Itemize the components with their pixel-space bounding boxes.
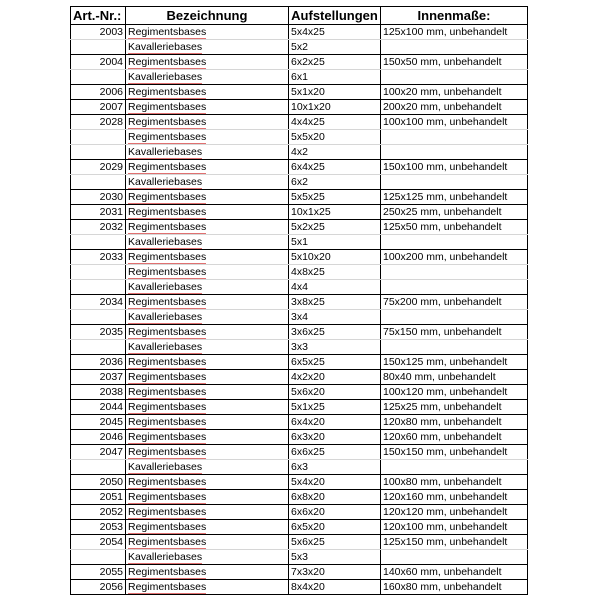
bezeichnung-cell [126, 325, 289, 340]
art-nr-cell [71, 235, 126, 250]
art-nr-cell: 2050 [71, 475, 126, 490]
innenmass-cell: 120x60 mm, unbehandelt [381, 430, 528, 445]
innenmass-cell: 125x125 mm, unbehandelt [381, 190, 528, 205]
bezeichnung-text: Kavalleriebases [128, 71, 203, 83]
art-nr-cell [71, 40, 126, 55]
table-row [71, 415, 528, 430]
art-nr-cell: 2054 [71, 535, 126, 550]
bezeichnung-cell [126, 145, 289, 160]
table-row [71, 100, 528, 115]
aufstellung-cell: 3x6x25 [289, 325, 381, 340]
aufstellung-cell: 3x3 [289, 340, 381, 355]
bezeichnung-text: Regimentsbases [128, 101, 207, 113]
aufstellung-cell: 6x5x25 [289, 355, 381, 370]
bezeichnung-cell [126, 475, 289, 490]
bezeichnung-cell [126, 430, 289, 445]
aufstellung-cell: 6x4x25 [289, 160, 381, 175]
art-nr-cell: 2053 [71, 520, 126, 535]
innenmass-cell: 80x40 mm, unbehandelt [381, 370, 528, 385]
bezeichnung-cell [126, 160, 289, 175]
aufstellung-cell: 4x4x25 [289, 115, 381, 130]
bezeichnung-text: Kavalleriebases [128, 281, 203, 293]
art-nr-cell: 2032 [71, 220, 126, 235]
header-row [71, 7, 528, 25]
bezeichnung-cell [126, 340, 289, 355]
table-row [71, 265, 528, 280]
bezeichnung-text: Regimentsbases [128, 581, 207, 593]
art-nr-cell [71, 340, 126, 355]
art-nr-cell: 2051 [71, 490, 126, 505]
table-row [71, 160, 528, 175]
column-header-bezeichnung: Bezeichnung [126, 7, 289, 25]
art-nr-cell [71, 145, 126, 160]
innenmass-cell: 160x80 mm, unbehandelt [381, 580, 528, 595]
art-nr-cell: 2006 [71, 85, 126, 100]
aufstellung-cell: 5x1 [289, 235, 381, 250]
table-row [71, 565, 528, 580]
table-row [71, 70, 528, 85]
art-nr-cell: 2052 [71, 505, 126, 520]
art-nr-cell: 2030 [71, 190, 126, 205]
art-nr-cell: 2033 [71, 250, 126, 265]
bezeichnung-cell [126, 175, 289, 190]
aufstellung-cell: 5x4x25 [289, 25, 381, 40]
bezeichnung-cell [126, 445, 289, 460]
innenmass-cell [381, 550, 528, 565]
art-nr-cell: 2034 [71, 295, 126, 310]
innenmass-cell [381, 235, 528, 250]
bezeichnung-text: Regimentsbases [128, 536, 207, 548]
table-row [71, 115, 528, 130]
table-row [71, 220, 528, 235]
table-row [71, 385, 528, 400]
table-row [71, 355, 528, 370]
table-row [71, 475, 528, 490]
bezeichnung-text: Regimentsbases [128, 491, 207, 503]
innenmass-cell: 100x200 mm, unbehandelt [381, 250, 528, 265]
innenmass-cell: 150x50 mm, unbehandelt [381, 55, 528, 70]
bezeichnung-text: Kavalleriebases [128, 176, 203, 188]
bezeichnung-cell [126, 415, 289, 430]
aufstellung-cell: 3x8x25 [289, 295, 381, 310]
table-row [71, 280, 528, 295]
bezeichnung-text: Regimentsbases [128, 191, 207, 203]
art-nr-cell: 2045 [71, 415, 126, 430]
bezeichnung-cell [126, 100, 289, 115]
bezeichnung-text: Regimentsbases [128, 521, 207, 533]
bezeichnung-text: Regimentsbases [128, 86, 207, 98]
art-nr-cell [71, 265, 126, 280]
product-table [70, 6, 528, 595]
aufstellung-cell: 6x2 [289, 175, 381, 190]
art-nr-cell: 2055 [71, 565, 126, 580]
aufstellung-cell: 6x6x25 [289, 445, 381, 460]
art-nr-cell: 2046 [71, 430, 126, 445]
aufstellung-cell: 4x4 [289, 280, 381, 295]
bezeichnung-text: Kavalleriebases [128, 311, 203, 323]
table-row [71, 370, 528, 385]
table-row [71, 175, 528, 190]
table-row [71, 550, 528, 565]
bezeichnung-cell [126, 520, 289, 535]
aufstellung-cell: 5x1x25 [289, 400, 381, 415]
art-nr-cell: 2038 [71, 385, 126, 400]
innenmass-cell: 75x150 mm, unbehandelt [381, 325, 528, 340]
aufstellung-cell: 5x2 [289, 40, 381, 55]
bezeichnung-text: Regimentsbases [128, 446, 207, 458]
aufstellung-cell: 6x1 [289, 70, 381, 85]
bezeichnung-text: Regimentsbases [128, 131, 207, 143]
innenmass-cell [381, 175, 528, 190]
innenmass-cell [381, 310, 528, 325]
innenmass-cell: 100x80 mm, unbehandelt [381, 475, 528, 490]
innenmass-cell [381, 460, 528, 475]
aufstellung-cell: 5x1x20 [289, 85, 381, 100]
bezeichnung-cell [126, 190, 289, 205]
table-row [71, 340, 528, 355]
aufstellung-cell: 3x4 [289, 310, 381, 325]
bezeichnung-text: Regimentsbases [128, 116, 207, 128]
art-nr-cell [71, 460, 126, 475]
bezeichnung-text: Regimentsbases [128, 431, 207, 443]
innenmass-cell: 250x25 mm, unbehandelt [381, 205, 528, 220]
bezeichnung-text: Regimentsbases [128, 416, 207, 428]
bezeichnung-cell [126, 550, 289, 565]
bezeichnung-cell [126, 85, 289, 100]
table-row [71, 250, 528, 265]
bezeichnung-cell [126, 385, 289, 400]
aufstellung-cell: 5x2x25 [289, 220, 381, 235]
bezeichnung-text: Regimentsbases [128, 371, 207, 383]
bezeichnung-text: Regimentsbases [128, 296, 207, 308]
bezeichnung-text: Regimentsbases [128, 566, 207, 578]
art-nr-cell: 2047 [71, 445, 126, 460]
innenmass-cell [381, 265, 528, 280]
innenmass-cell: 120x120 mm, unbehandelt [381, 505, 528, 520]
table-row [71, 580, 528, 595]
bezeichnung-text: Kavalleriebases [128, 461, 203, 473]
bezeichnung-cell [126, 25, 289, 40]
aufstellung-cell: 6x5x20 [289, 520, 381, 535]
bezeichnung-cell [126, 70, 289, 85]
bezeichnung-cell [126, 580, 289, 595]
art-nr-cell [71, 70, 126, 85]
aufstellung-cell: 6x3 [289, 460, 381, 475]
table-row [71, 400, 528, 415]
bezeichnung-cell [126, 220, 289, 235]
art-nr-cell [71, 550, 126, 565]
bezeichnung-text: Regimentsbases [128, 26, 207, 38]
table-row [71, 40, 528, 55]
innenmass-cell [381, 40, 528, 55]
bezeichnung-text: Regimentsbases [128, 221, 207, 233]
innenmass-cell: 200x20 mm, unbehandelt [381, 100, 528, 115]
bezeichnung-cell [126, 565, 289, 580]
aufstellung-cell: 4x2 [289, 145, 381, 160]
art-nr-cell: 2031 [71, 205, 126, 220]
art-nr-cell: 2036 [71, 355, 126, 370]
art-nr-cell: 2029 [71, 160, 126, 175]
aufstellung-cell: 5x10x20 [289, 250, 381, 265]
aufstellung-cell: 4x2x20 [289, 370, 381, 385]
innenmass-cell [381, 340, 528, 355]
art-nr-cell [71, 310, 126, 325]
innenmass-cell: 100x100 mm, unbehandelt [381, 115, 528, 130]
innenmass-cell: 150x100 mm, unbehandelt [381, 160, 528, 175]
table-row [71, 460, 528, 475]
table-row [71, 235, 528, 250]
aufstellung-cell: 5x3 [289, 550, 381, 565]
aufstellung-cell: 7x3x20 [289, 565, 381, 580]
bezeichnung-cell [126, 490, 289, 505]
column-header-innenmasse: Innenmaße: [381, 7, 528, 25]
bezeichnung-cell [126, 250, 289, 265]
innenmass-cell: 100x20 mm, unbehandelt [381, 85, 528, 100]
bezeichnung-cell [126, 310, 289, 325]
aufstellung-cell: 4x8x25 [289, 265, 381, 280]
bezeichnung-cell [126, 505, 289, 520]
bezeichnung-text: Regimentsbases [128, 251, 207, 263]
bezeichnung-text: Regimentsbases [128, 56, 207, 68]
bezeichnung-cell [126, 355, 289, 370]
table-row [71, 190, 528, 205]
table-row [71, 130, 528, 145]
table-row [71, 445, 528, 460]
aufstellung-cell: 5x5x20 [289, 130, 381, 145]
aufstellung-cell: 6x3x20 [289, 430, 381, 445]
innenmass-cell: 140x60 mm, unbehandelt [381, 565, 528, 580]
art-nr-cell: 2037 [71, 370, 126, 385]
innenmass-cell: 120x80 mm, unbehandelt [381, 415, 528, 430]
innenmass-cell: 150x125 mm, unbehandelt [381, 355, 528, 370]
aufstellung-cell: 6x8x20 [289, 490, 381, 505]
innenmass-cell: 120x100 mm, unbehandelt [381, 520, 528, 535]
art-nr-cell [71, 175, 126, 190]
aufstellung-cell: 10x1x25 [289, 205, 381, 220]
art-nr-cell [71, 130, 126, 145]
art-nr-cell: 2028 [71, 115, 126, 130]
innenmass-cell: 100x120 mm, unbehandelt [381, 385, 528, 400]
aufstellung-cell: 6x4x20 [289, 415, 381, 430]
bezeichnung-cell [126, 400, 289, 415]
art-nr-cell: 2003 [71, 25, 126, 40]
bezeichnung-text: Regimentsbases [128, 386, 207, 398]
innenmass-cell: 120x160 mm, unbehandelt [381, 490, 528, 505]
art-nr-cell: 2004 [71, 55, 126, 70]
bezeichnung-text: Regimentsbases [128, 506, 207, 518]
bezeichnung-cell [126, 460, 289, 475]
table-row [71, 325, 528, 340]
column-header-art-nr: Art.-Nr.: [71, 7, 126, 25]
innenmass-cell [381, 280, 528, 295]
innenmass-cell: 150x150 mm, unbehandelt [381, 445, 528, 460]
table-row [71, 85, 528, 100]
table-row [71, 205, 528, 220]
innenmass-cell: 125x100 mm, unbehandelt [381, 25, 528, 40]
art-nr-cell: 2044 [71, 400, 126, 415]
bezeichnung-text: Regimentsbases [128, 476, 207, 488]
innenmass-cell: 125x50 mm, unbehandelt [381, 220, 528, 235]
innenmass-cell [381, 145, 528, 160]
table-row [71, 295, 528, 310]
bezeichnung-text: Kavalleriebases [128, 551, 203, 563]
bezeichnung-cell [126, 370, 289, 385]
innenmass-cell [381, 130, 528, 145]
innenmass-cell [381, 70, 528, 85]
aufstellung-cell: 5x6x25 [289, 535, 381, 550]
art-nr-cell: 2007 [71, 100, 126, 115]
table-body [71, 25, 528, 595]
aufstellung-cell: 6x2x25 [289, 55, 381, 70]
bezeichnung-cell [126, 265, 289, 280]
bezeichnung-text: Regimentsbases [128, 356, 207, 368]
bezeichnung-cell [126, 205, 289, 220]
bezeichnung-cell [126, 280, 289, 295]
table-row [71, 520, 528, 535]
aufstellung-cell: 6x6x20 [289, 505, 381, 520]
bezeichnung-text: Regimentsbases [128, 161, 207, 173]
bezeichnung-cell [126, 235, 289, 250]
table-row [71, 505, 528, 520]
bezeichnung-cell [126, 295, 289, 310]
bezeichnung-cell [126, 115, 289, 130]
aufstellung-cell: 5x6x20 [289, 385, 381, 400]
bezeichnung-text: Kavalleriebases [128, 341, 203, 353]
bezeichnung-text: Kavalleriebases [128, 146, 203, 158]
bezeichnung-text: Kavalleriebases [128, 236, 203, 248]
table-row [71, 25, 528, 40]
table-row [71, 490, 528, 505]
art-nr-cell [71, 280, 126, 295]
table-row [71, 430, 528, 445]
column-header-aufstellungen: Aufstellungen [289, 7, 381, 25]
bezeichnung-text: Kavalleriebases [128, 41, 203, 53]
art-nr-cell: 2035 [71, 325, 126, 340]
aufstellung-cell: 5x5x25 [289, 190, 381, 205]
table-row [71, 310, 528, 325]
bezeichnung-cell [126, 55, 289, 70]
art-nr-cell: 2056 [71, 580, 126, 595]
innenmass-cell: 125x150 mm, unbehandelt [381, 535, 528, 550]
aufstellung-cell: 5x4x20 [289, 475, 381, 490]
innenmass-cell: 75x200 mm, unbehandelt [381, 295, 528, 310]
bezeichnung-cell [126, 130, 289, 145]
table-row [71, 55, 528, 70]
aufstellung-cell: 8x4x20 [289, 580, 381, 595]
bezeichnung-text: Regimentsbases [128, 206, 207, 218]
table-row [71, 535, 528, 550]
bezeichnung-text: Regimentsbases [128, 326, 207, 338]
bezeichnung-text: Regimentsbases [128, 401, 207, 413]
aufstellung-cell: 10x1x20 [289, 100, 381, 115]
bezeichnung-cell [126, 535, 289, 550]
innenmass-cell: 125x25 mm, unbehandelt [381, 400, 528, 415]
bezeichnung-text: Regimentsbases [128, 266, 207, 278]
bezeichnung-cell [126, 40, 289, 55]
table-row [71, 145, 528, 160]
